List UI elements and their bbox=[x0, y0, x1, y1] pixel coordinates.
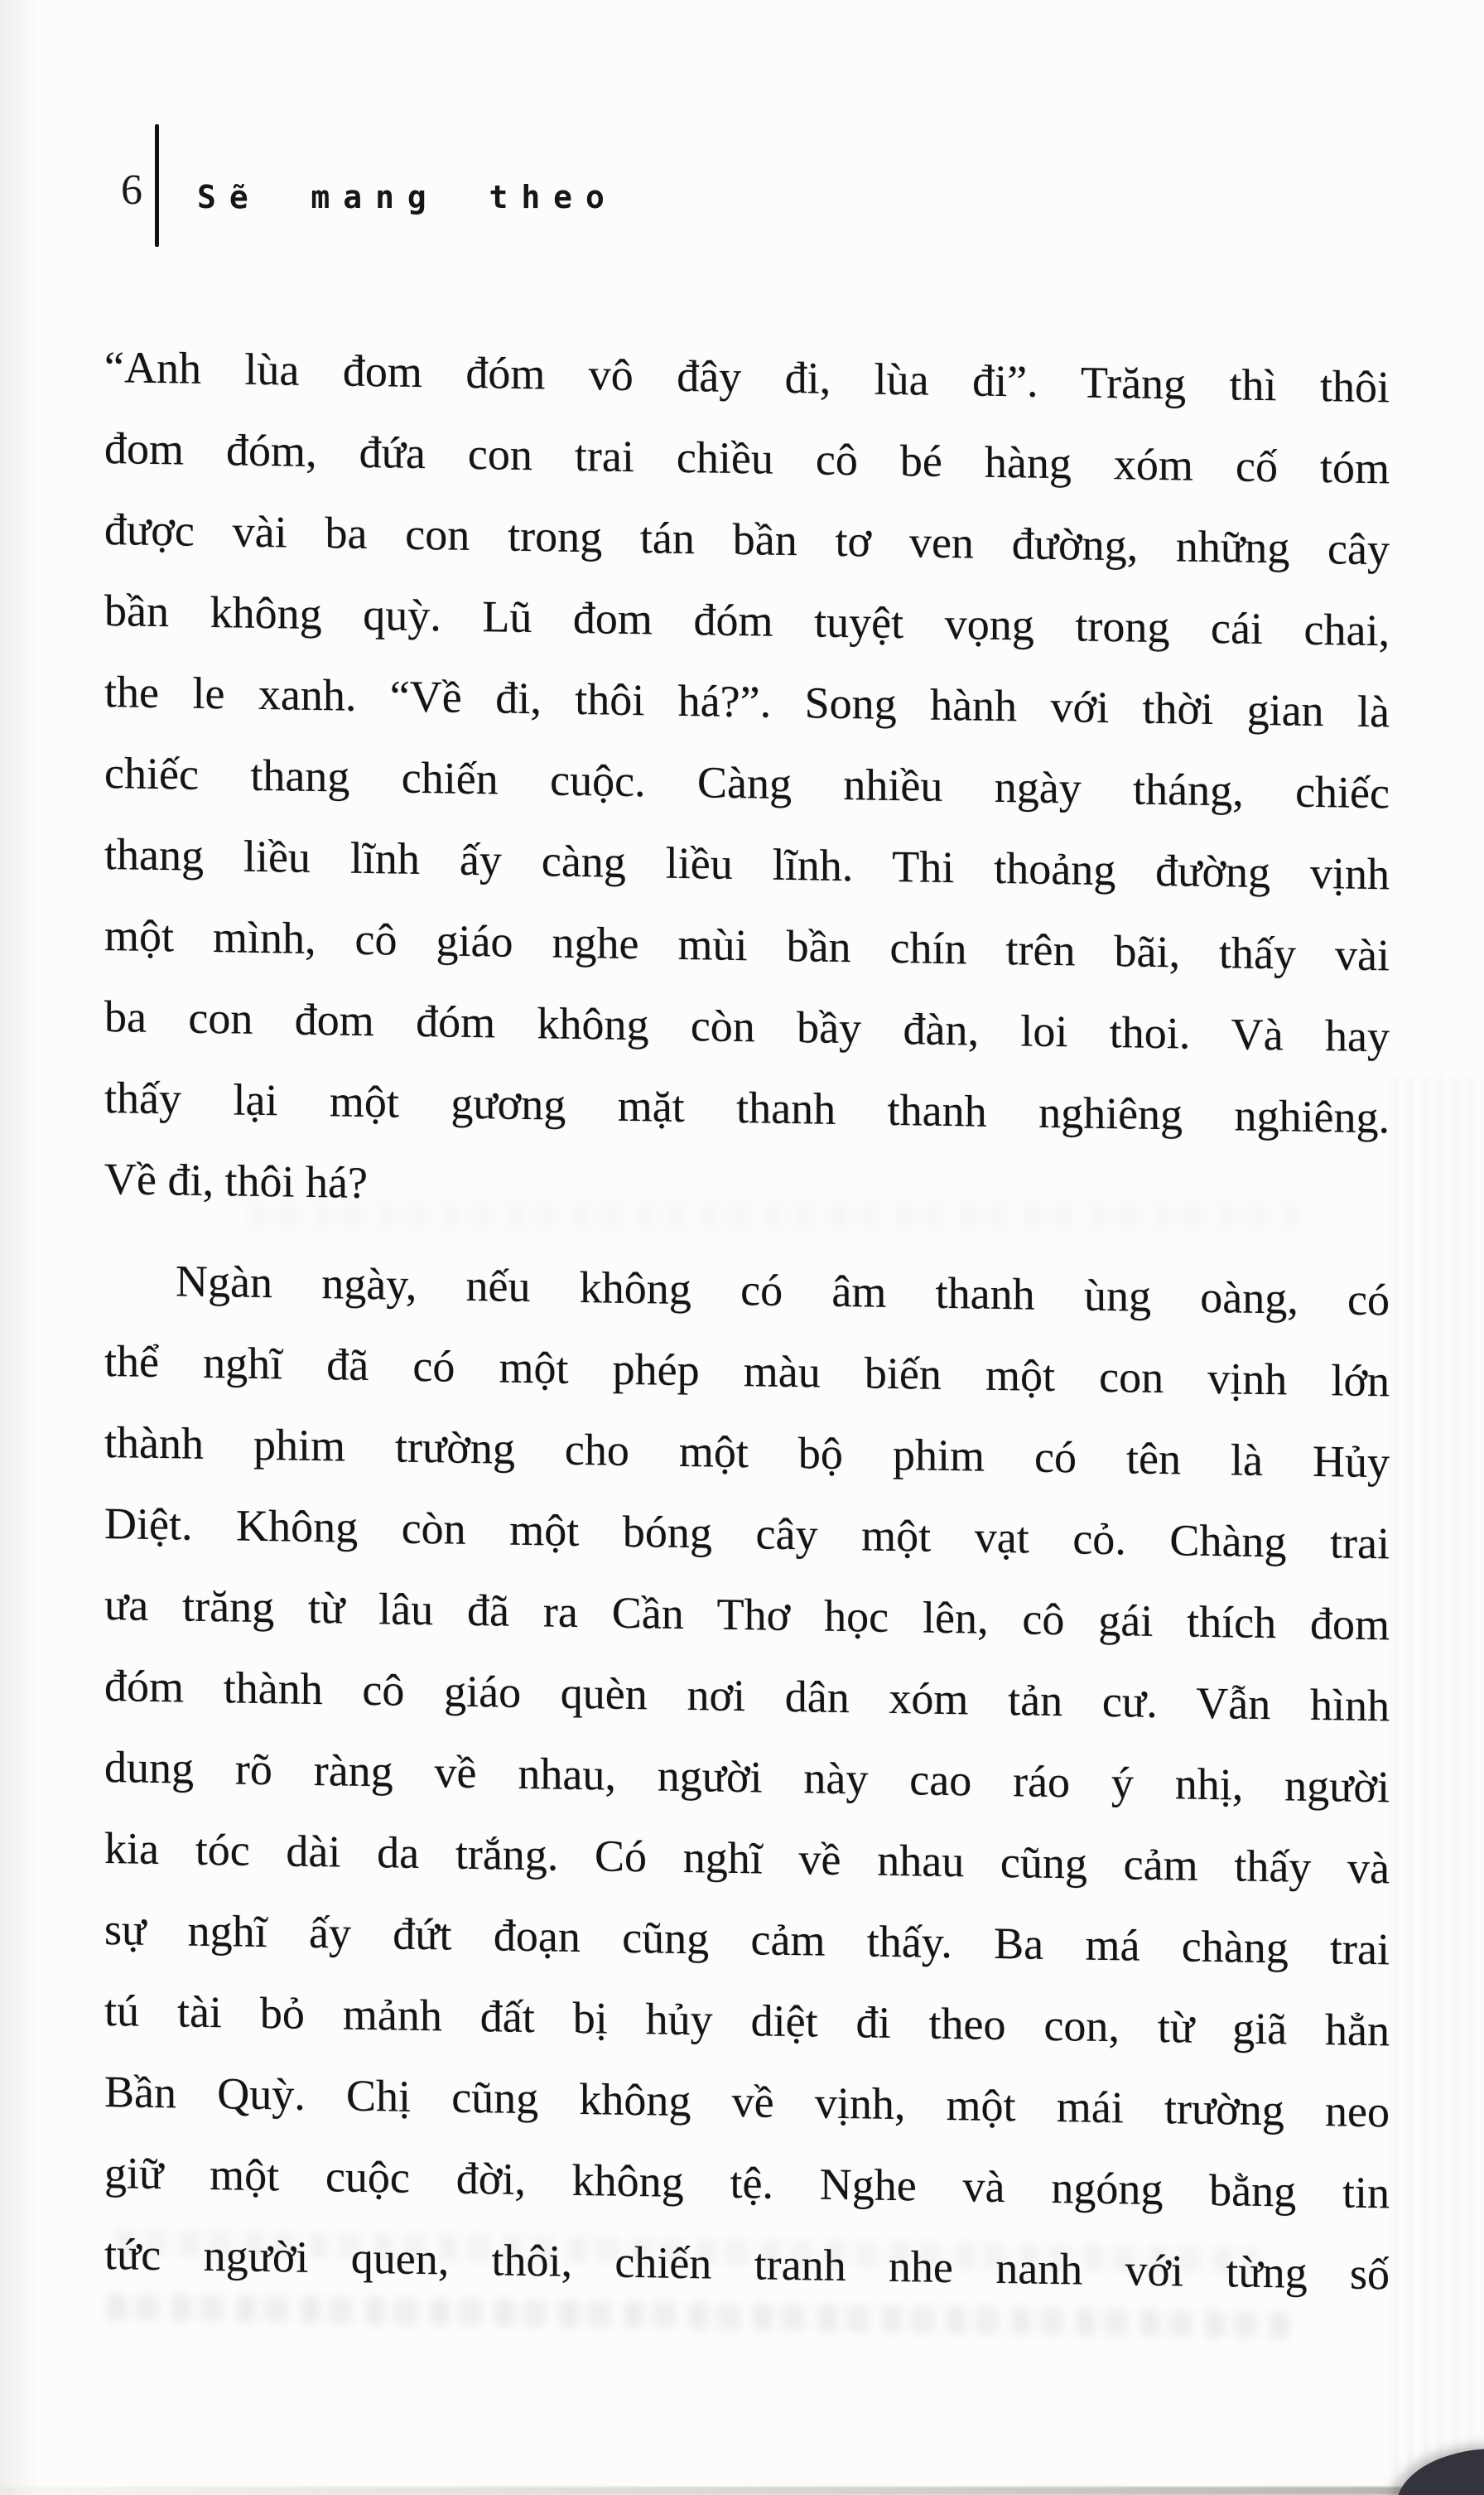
scan-streaks-right bbox=[1393, 1077, 1484, 2495]
text-line: dung rõ ràng về nhau, người này cao ráo ý nhị, người bbox=[104, 1742, 1390, 1812]
page-number: 6 bbox=[121, 166, 142, 214]
text-line: một mình, cô giáo nghe mùi bần chín trên bãi, thấy vài bbox=[104, 910, 1390, 981]
text-line: Diệt. Không còn một bóng cây một vạt cỏ. Chàng trai bbox=[104, 1498, 1390, 1569]
text-line: thấy lại một gương mặt thanh thanh nghiêng nghiêng. bbox=[104, 1073, 1390, 1143]
paragraph bbox=[104, 1239, 1390, 2314]
scan-edge-shadow-bottom bbox=[0, 2487, 1484, 2495]
text-line: chiếc thang chiến cuộc. Càng nhiều ngày tháng, chiếc bbox=[104, 748, 1390, 818]
text-line: bần không quỳ. Lũ đom đóm tuyệt vọng trong cái chai, bbox=[104, 586, 1390, 656]
scan-edge-shadow-left bbox=[0, 0, 38, 2495]
text-line: the le xanh. “Về đi, thôi há?”. Song hành với thời gian là bbox=[104, 667, 1390, 737]
text-line: kia tóc dài da trắng. Có nghĩ về nhau cũng cảm thấy và bbox=[104, 1823, 1390, 1894]
header-divider bbox=[155, 124, 159, 247]
text-line: tức người quen, thôi, chiến tranh nhe nanh với từng số bbox=[104, 2229, 1390, 2300]
text-line: Bần Quỳ. Chị cũng không về vịnh, một mái trường neo bbox=[104, 2067, 1390, 2137]
text-line: thang liều lĩnh ấy càng liều lĩnh. Thi thoảng đường vịnh bbox=[104, 829, 1390, 900]
text-line: ưa trăng từ lâu đã ra Cần Thơ học lên, cô gái thích đom bbox=[104, 1580, 1390, 1650]
paragraph bbox=[104, 326, 1390, 1239]
text-line: thành phim trường cho một bộ phim có tên là Hủy bbox=[104, 1417, 1390, 1488]
text-line: Về đi, thôi há? bbox=[104, 1154, 368, 1208]
text-line: được vài ba con trong tán bần tơ ven đường, những cây bbox=[104, 504, 1390, 575]
text-line: đom đóm, đứa con trai chiều cô bé hàng xóm cố tóm bbox=[104, 423, 1390, 494]
running-title: Sẽ mang theo bbox=[197, 179, 618, 215]
text-line: “Anh lùa đom đóm vô đây đi, lùa đi”. Trăng thì thôi bbox=[104, 342, 1390, 413]
text-line: sự nghĩ ấy đứt đoạn cũng cảm thấy. Ba má chàng trai bbox=[104, 1904, 1390, 1975]
text-line: giữ một cuộc đời, không tệ. Nghe và ngóng bằng tin bbox=[104, 2148, 1390, 2218]
text-line: thể nghĩ đã có một phép màu biến một con vịnh lớn bbox=[104, 1336, 1390, 1407]
text-line: Ngàn ngày, nếu không có âm thanh ùng oàng, có bbox=[176, 1256, 1390, 1325]
page-corner-curl bbox=[1396, 2449, 1484, 2495]
text-line: ba con đom đóm không còn bầy đàn, loi thoi. Và hay bbox=[104, 992, 1390, 1062]
text-line: đóm thành cô giáo quèn nơi dân xóm tản cư. Vẫn hình bbox=[104, 1661, 1390, 1731]
page-header bbox=[0, 0, 1484, 273]
body-text bbox=[104, 326, 1390, 2314]
text-line: tú tài bỏ mảnh đất bị hủy diệt đi theo con, từ giã hẳn bbox=[104, 1986, 1390, 2056]
